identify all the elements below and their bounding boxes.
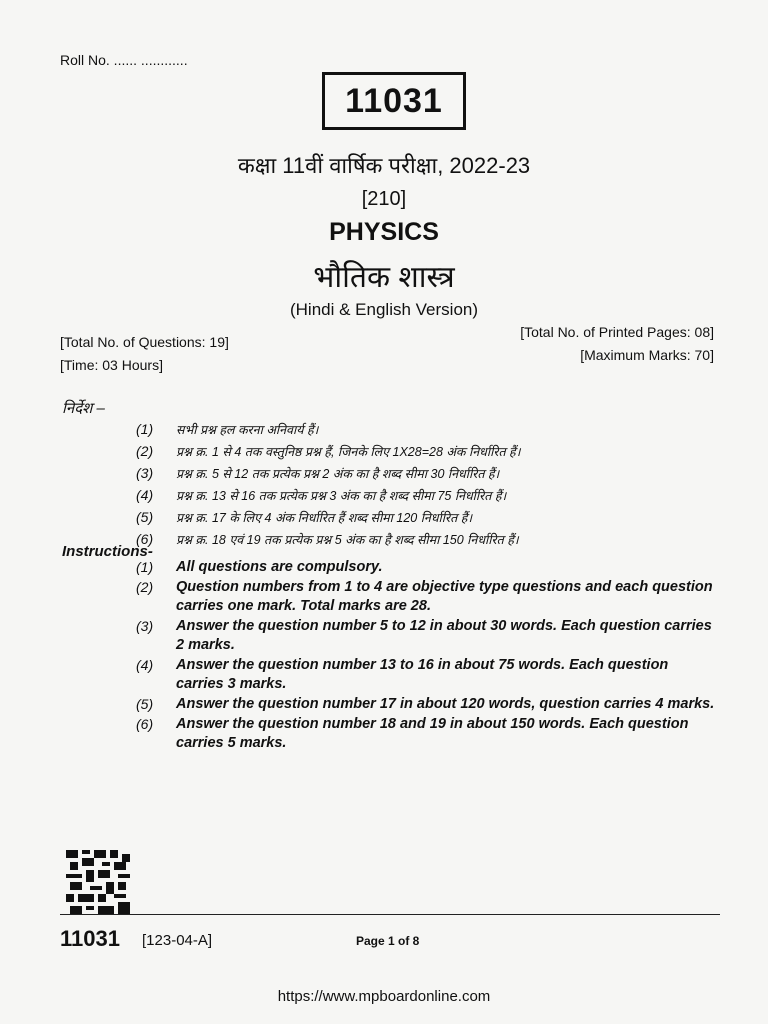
item-number: (2)	[136, 443, 154, 459]
item-number: (5)	[136, 696, 154, 712]
item-text: Answer the question number 5 to 12 in about 30 words. Each question carries 2 marks.	[176, 618, 712, 653]
list-item	[136, 528, 676, 550]
footer-reference: [123-04-A]	[142, 932, 213, 949]
item-number: (6)	[136, 531, 154, 547]
item-text: Answer the question number 17 in about 120 words, question carries 4 marks.	[176, 696, 715, 712]
list-item	[136, 440, 676, 462]
qr-code-icon	[66, 850, 130, 914]
list-item	[136, 617, 716, 655]
paper-code-box	[322, 72, 466, 130]
roll-number-field: Roll No. ...... ............	[60, 52, 188, 68]
list-item	[136, 558, 716, 577]
item-number: (4)	[136, 657, 154, 673]
item-number: (5)	[136, 509, 154, 525]
page-number: Page 1 of 8	[356, 934, 420, 948]
item-number: (4)	[136, 487, 154, 503]
item-text: प्रश्न क्र. 17 के लिए 4 अंक निर्धारित हैं शब्द सीमा 120 निर्धारित हैं।	[176, 510, 473, 525]
subject-title-english: PHYSICS	[329, 218, 439, 246]
item-number: (2)	[136, 579, 154, 595]
paper-code: 11031	[345, 81, 443, 120]
item-text: प्रश्न क्र. 13 से 16 तक प्रत्येक प्रश्न 3 अंक का है शब्द सीमा 75 निर्धारित हैं।	[176, 488, 507, 503]
subject-title-hindi: भौतिक शास्त्र	[313, 261, 455, 294]
item-number: (3)	[136, 465, 154, 481]
list-item	[136, 656, 716, 694]
subject-code: [210]	[361, 188, 407, 210]
list-item	[136, 418, 676, 440]
printed-pages: [Total No. of Printed Pages: 08]	[520, 324, 714, 340]
english-instructions-heading: Instructions-	[62, 543, 153, 560]
list-item	[136, 506, 676, 528]
list-item	[136, 715, 716, 753]
item-text: Answer the question number 13 to 16 in about 75 words. Each question carries 3 marks.	[176, 657, 669, 692]
item-text: सभी प्रश्न हल करना अनिवार्य हैं।	[176, 422, 319, 437]
item-number: (3)	[136, 618, 154, 634]
list-item	[136, 695, 716, 714]
item-number: (1)	[136, 421, 154, 437]
footer-paper-code: 11031	[60, 926, 120, 951]
exam-title: कक्षा 11वीं वार्षिक परीक्षा, 2022-23	[237, 153, 531, 178]
list-item	[136, 578, 716, 616]
item-text: प्रश्न क्र. 5 से 12 तक प्रत्येक प्रश्न 2 अंक का है शब्द सीमा 30 निर्धारित हैं।	[176, 466, 500, 481]
maximum-marks: [Maximum Marks: 70]	[580, 347, 714, 363]
item-text: प्रश्न क्र. 1 से 4 तक वस्तुनिष्ठ प्रश्न हैं, जिनके लिए 1X28=28 अंक निर्धारित हैं।	[176, 444, 521, 459]
item-text: Question numbers from 1 to 4 are objective type questions and each question carries one mark. Total marks are 28.	[176, 579, 713, 614]
total-questions: [Total No. of Questions: 19]	[60, 334, 229, 350]
time-allowed: [Time: 03 Hours]	[60, 357, 163, 373]
paper-version: (Hindi & English Version)	[289, 300, 479, 319]
list-item	[136, 462, 676, 484]
source-url: https://www.mpboardonline.com	[277, 988, 491, 1005]
hindi-instructions-list	[136, 418, 676, 550]
hindi-instructions-heading: निर्देश –	[62, 400, 105, 417]
footer-divider	[60, 914, 720, 915]
item-number: (6)	[136, 716, 154, 732]
item-text: Answer the question number 18 and 19 in about 150 words. Each question carries 5 marks.	[176, 716, 689, 751]
item-number: (1)	[136, 559, 154, 575]
english-instructions-list	[136, 558, 716, 754]
list-item	[136, 484, 676, 506]
item-text: प्रश्न क्र. 18 एवं 19 तक प्रत्येक प्रश्न 5 अंक का है शब्द सीमा 150 निर्धारित हैं।	[176, 532, 519, 547]
item-text: All questions are compulsory.	[176, 559, 383, 575]
